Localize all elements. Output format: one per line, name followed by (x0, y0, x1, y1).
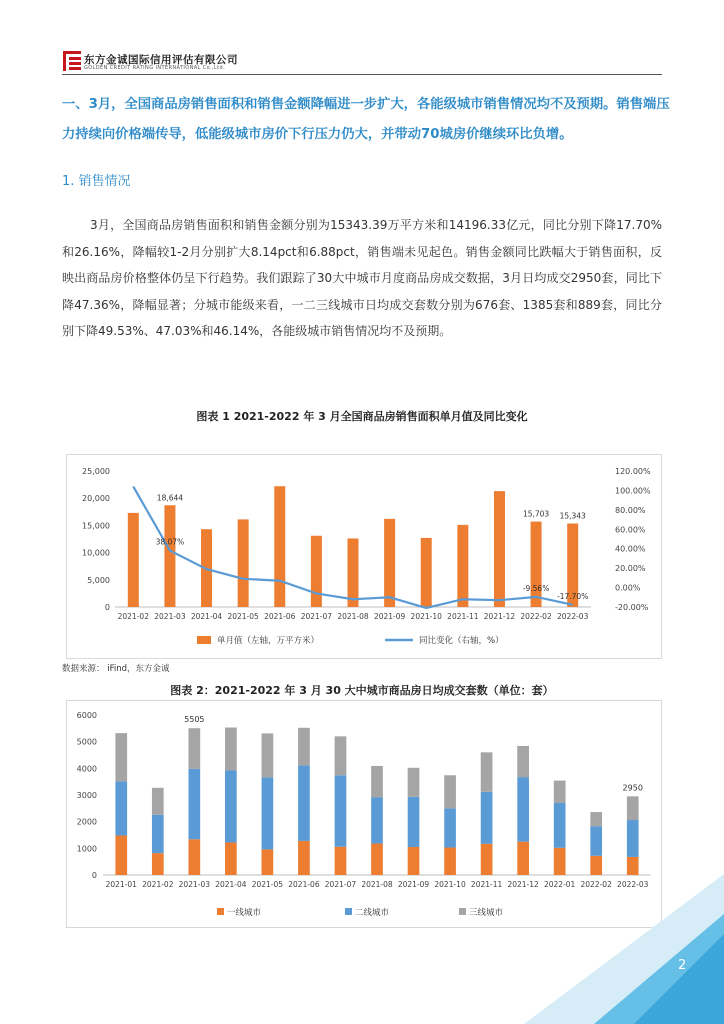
stacked-bar-segment (444, 848, 456, 875)
page-header (62, 50, 662, 76)
stacked-bar-segment (298, 728, 310, 766)
x-tick-label: 2021-06 (264, 612, 296, 621)
x-tick-label: 2021-02 (117, 612, 149, 621)
x-tick-label: 2021-05 (227, 612, 259, 621)
company-name-en: GOLDEN CREDIT RATING INTERNATIONAL Co.,Ltd. (84, 65, 226, 71)
bar (311, 536, 322, 607)
stacked-bar-segment (335, 847, 347, 875)
y-left-tick-label: 10,000 (82, 548, 110, 558)
x-tick-label: 2021-08 (361, 880, 393, 889)
x-tick-label: 2021-03 (178, 880, 211, 889)
legend-swatch-bars (197, 636, 211, 644)
figure-1-title: 图表 1 2021-2022 年 3 月全国商品房销售面积单月值及同比变化 (196, 410, 528, 423)
stacked-bar-segment (152, 788, 164, 815)
x-tick-label: 2021-11 (447, 612, 479, 621)
bar (164, 505, 175, 607)
page-number: 2 (678, 958, 687, 973)
stacked-bar-segment (152, 853, 164, 875)
stacked-bar-segment (335, 775, 347, 846)
x-tick-label: 2021-10 (410, 612, 442, 621)
bar (238, 519, 249, 607)
data-label: 15,343 (559, 511, 586, 521)
y-right-tick-label: 60.00% (615, 525, 646, 535)
total-label: 5505 (184, 715, 205, 725)
stacked-bar-segment (408, 768, 420, 797)
data-label: -17.70% (557, 591, 589, 601)
x-tick-label: 2021-11 (470, 880, 503, 889)
data-label: 18,644 (156, 493, 184, 503)
stacked-bar-segment (627, 820, 639, 857)
y-left-tick-label: 5,000 (87, 575, 110, 585)
stacked-bar-segment (481, 844, 493, 875)
x-tick-label: 2021-03 (154, 612, 186, 621)
bar (531, 522, 542, 607)
x-tick-label: 2022-02 (520, 612, 552, 621)
bar (421, 538, 432, 607)
bar (494, 491, 505, 607)
stacked-bar-segment (371, 844, 383, 875)
legend-label: 二线城市 (355, 908, 390, 918)
x-tick-label: 2021-06 (288, 880, 320, 889)
x-tick-label: 2021-12 (507, 880, 539, 889)
x-tick-label: 2022-01 (543, 880, 576, 889)
stacked-bar-segment (590, 826, 602, 856)
stacked-bar-segment (481, 752, 493, 791)
y-tick-label: 2000 (76, 817, 97, 827)
x-tick-label: 2021-07 (324, 880, 357, 889)
stacked-bar-segment (517, 842, 529, 875)
stacked-bar-segment (554, 803, 566, 848)
legend-label: 单月值（左轴，万平方米） (217, 636, 320, 646)
stacked-bar-segment (590, 856, 602, 875)
data-source-note: 数据来源： iFind，东方金诚 (62, 664, 170, 674)
x-tick-label: 2021-01 (105, 880, 137, 889)
stacked-bar-segment (298, 841, 310, 875)
y-right-tick-label: 120.00% (615, 467, 651, 476)
stacked-bar-segment (335, 736, 347, 775)
x-tick-label: 2022-02 (580, 880, 612, 889)
stacked-bar-segment (517, 746, 529, 777)
stacked-bar-segment (262, 849, 274, 875)
data-label: 38.07% (155, 537, 185, 547)
y-right-tick-label: 40.00% (615, 544, 646, 554)
stacked-bar-segment (115, 781, 127, 835)
y-tick-label: 0 (91, 871, 97, 880)
y-right-tick-label: -20.00% (615, 603, 649, 612)
stacked-bar-segment (225, 728, 237, 771)
bar (384, 519, 395, 607)
y-left-tick-label: 15,000 (82, 521, 110, 531)
y-tick-label: 4000 (76, 764, 97, 774)
stacked-bar-segment (188, 769, 200, 839)
y-right-tick-label: 100.00% (615, 486, 651, 496)
stacked-bar-segment (188, 839, 200, 875)
x-tick-label: 2021-09 (373, 612, 406, 621)
stacked-bar-segment (371, 797, 383, 843)
page-corner-decoration (524, 874, 724, 1024)
data-label: 15,703 (522, 509, 550, 519)
y-left-tick-label: 0 (104, 603, 110, 612)
y-tick-label: 5000 (76, 737, 97, 747)
stacked-bar-segment (115, 733, 127, 781)
subsection-title: 1. 销售情况 (62, 174, 131, 189)
stacked-bar-segment (554, 848, 566, 875)
y-right-tick-label: 80.00% (615, 505, 646, 515)
legend-label: 一线城市 (227, 908, 262, 918)
legend-swatch (459, 908, 466, 915)
legend-swatch (217, 908, 224, 915)
stacked-bar-segment (627, 796, 639, 820)
bar (128, 513, 139, 607)
stacked-bar-segment (262, 733, 274, 777)
header-divider (62, 74, 662, 75)
bar (348, 538, 359, 607)
x-tick-label: 2021-04 (215, 880, 247, 889)
stacked-bar-segment (408, 847, 420, 875)
x-tick-label: 2021-07 (300, 612, 333, 621)
company-name-cn: 东方金诚国际信用评估有限公司 (84, 54, 238, 66)
company-logo-icon (62, 50, 82, 72)
figure-1-frame (66, 454, 662, 659)
stacked-bar-segment (152, 815, 164, 853)
bar (274, 486, 285, 607)
x-tick-label: 2021-04 (190, 612, 223, 621)
y-left-tick-label: 25,000 (82, 467, 110, 476)
data-label: -9.56% (522, 583, 550, 593)
x-tick-label: 2021-09 (397, 880, 430, 889)
legend-swatch (345, 908, 352, 915)
y-tick-label: 1000 (76, 844, 97, 854)
stacked-bar-segment (115, 836, 127, 875)
stacked-bar-segment (188, 728, 200, 769)
body-paragraph: 3月，全国商品房销售面积和销售金额分别为15343.39万平方米和14196.33亿元，同比分别下降17.70%和26.16%，降幅较1-2月分别扩大8.14pct和6.88pct，销售端未见起色。销售金额同比跌幅大于销售面积，反映出商品房价格整体仍呈下行趋势。我们跟踪了30大中城市月度商品房成交数据，3月日均成交2950套，同比下降47.36%，降幅显著；分城市能级来看，一二三线城市日均成交套数分别为676套、1385套和889套，同比分别下降49.53%、47.03%和46.14%，各能级城市销售情况均不及预期。 (62, 218, 662, 338)
y-right-tick-label: 20.00% (615, 564, 646, 574)
x-tick-label: 2022-03 (617, 880, 649, 889)
x-tick-label: 2021-08 (337, 612, 369, 621)
y-left-tick-label: 20,000 (82, 494, 110, 504)
stacked-bar-segment (481, 792, 493, 844)
legend-label: 三线城市 (469, 908, 504, 918)
y-tick-label: 3000 (76, 791, 97, 800)
y-right-tick-label: 0.00% (615, 583, 641, 593)
stacked-bar-segment (517, 777, 529, 842)
stacked-bar-segment (627, 857, 639, 875)
stacked-bar-segment (444, 775, 456, 808)
stacked-bar-segment (554, 781, 566, 803)
x-tick-label: 2021-02 (142, 880, 174, 889)
stacked-bar-segment (225, 770, 237, 842)
y-tick-label: 6000 (76, 711, 97, 720)
legend-label: 同比变化（右轴，%） (419, 636, 504, 646)
x-tick-label: 2021-12 (483, 612, 516, 621)
stacked-bar-segment (298, 765, 310, 840)
stacked-bar-segment (590, 812, 602, 826)
x-tick-label: 2021-10 (434, 880, 466, 889)
total-label: 2950 (622, 783, 643, 793)
stacked-bar-segment (408, 797, 420, 847)
section-headline: 一、3月，全国商品房销售面积和销售金额降幅进一步扩大，各能级城市销售情况均不及预期。销售端压力持续向价格端传导，低能级城市房价下行压力仍大，并带动70城房价继续环比负增。 (62, 97, 670, 142)
figure-1-chart (67, 455, 661, 658)
bar (457, 525, 468, 607)
stacked-bar-segment (225, 842, 237, 875)
x-tick-label: 2022-03 (557, 612, 589, 621)
stacked-bar-segment (262, 777, 274, 849)
stacked-bar-segment (444, 808, 456, 847)
x-tick-label: 2021-05 (251, 880, 284, 889)
stacked-bar-segment (371, 766, 383, 797)
figure-2-title: 图表 2：2021-2022 年 3 月 30 大中城市商品房日均成交套数（单位：套） (170, 684, 554, 697)
